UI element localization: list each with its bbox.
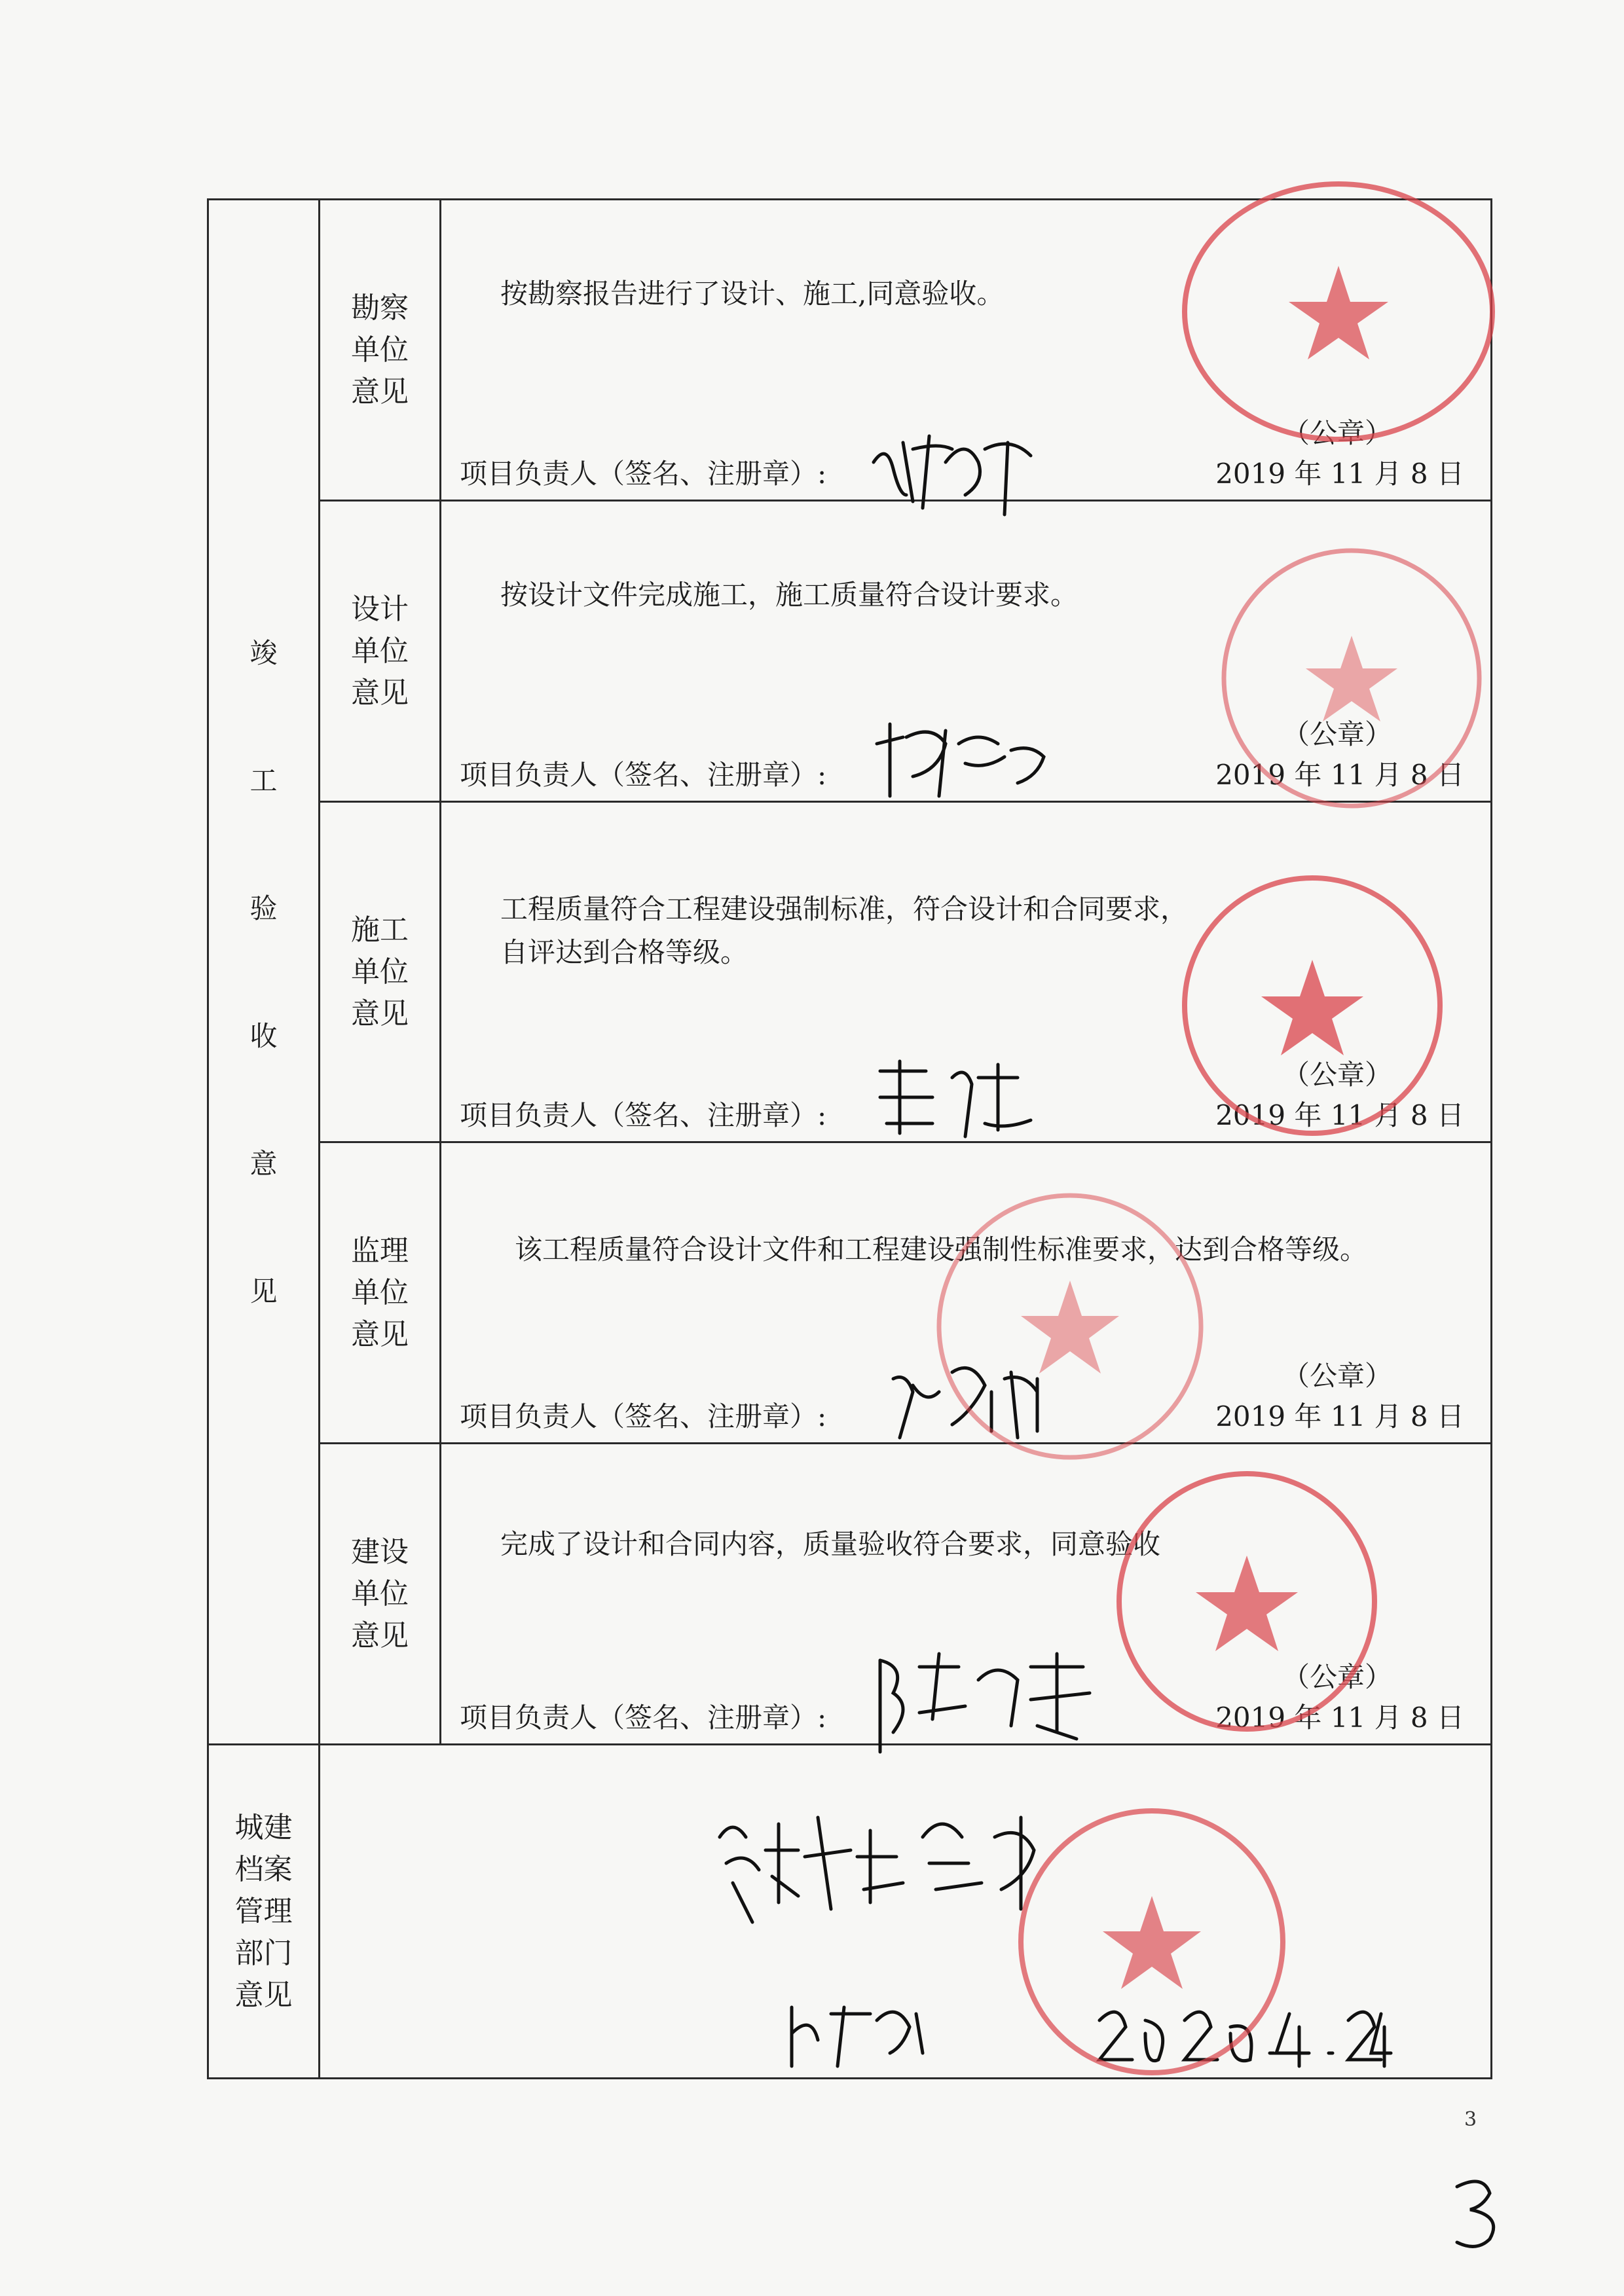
section-construction <box>208 802 1492 1142</box>
date: 2019 年 11 月 8 日 <box>1215 1400 1464 1432</box>
seal-note: （公章） <box>1282 1360 1392 1392</box>
date: 2019 年 11 月 8 日 <box>1215 1099 1464 1131</box>
page-number: 3 <box>1464 2108 1477 2131</box>
archive-opinion-cell <box>320 1745 1492 2079</box>
official-seal <box>1096 1464 1397 1739</box>
handwritten-page-number <box>1447 2174 1506 2252</box>
outer-label-char: 见 <box>249 1275 278 1307</box>
handwritten-signature <box>867 1641 1116 1758</box>
design-opinion-cell <box>441 501 1492 802</box>
survey-unit-label: 勘察 单位 意见 <box>320 200 441 501</box>
supervision-unit-label: 监理 单位 意见 <box>320 1142 441 1444</box>
handwritten-archive-note <box>707 1798 1073 1929</box>
section-design <box>208 501 1492 802</box>
signature-label: 项目负责人（签名、注册章）: <box>460 1099 827 1131</box>
handwritten-signature <box>867 1051 1063 1150</box>
survey-opinion-text: 按勘察报告进行了设计、施工,同意验收。 <box>500 278 1005 310</box>
handwritten-signature <box>880 1353 1077 1451</box>
construction-opinion-text: 工程质量符合工程建设强制标准，符合设计和合同要求， 自评达到合格等级。 <box>500 893 1189 968</box>
signature-label: 项目负责人（签名、注册章）: <box>460 458 827 490</box>
archive-department-label: 城建 档案 管理 部门 意见 <box>208 1745 320 2079</box>
acceptance-opinion-table <box>207 198 1492 2079</box>
date: 2019 年 11 月 8 日 <box>1215 759 1464 791</box>
owner-opinion-cell <box>441 1444 1492 1745</box>
outer-label-char: 收 <box>249 1019 278 1052</box>
section-supervision <box>208 1142 1492 1444</box>
survey-opinion-cell <box>441 200 1492 501</box>
outer-label-char: 意 <box>249 1147 278 1180</box>
official-seal <box>995 1798 1309 2086</box>
section-owner <box>208 1444 1492 1745</box>
construction-unit-label: 施工 单位 意见 <box>320 802 441 1142</box>
seal-note: （公章） <box>1282 1661 1392 1693</box>
outer-label-char: 验 <box>249 892 278 924</box>
seal-note: （公章） <box>1282 417 1392 449</box>
section-survey <box>208 200 1492 501</box>
signature-label: 项目负责人（签名、注册章）: <box>460 1702 827 1734</box>
owner-unit-label: 建设 单位 意见 <box>320 1444 441 1745</box>
handwritten-signature <box>867 711 1063 809</box>
handwritten-archive-date <box>1093 2001 1394 2073</box>
seal-note: （公章） <box>1282 1059 1392 1091</box>
construction-opinion-cell <box>441 802 1492 1142</box>
completion-acceptance-opinion-label <box>208 200 320 1745</box>
handwritten-archive-signature <box>779 1994 949 2073</box>
supervision-opinion-text: 该工程质量符合设计文件和工程建设强制性标准要求，达到合格等级。 <box>515 1233 1368 1266</box>
design-unit-label: 设计 单位 意见 <box>320 501 441 802</box>
supervision-opinion-cell <box>441 1142 1492 1444</box>
official-seal <box>913 1182 1227 1470</box>
outer-label-char: 竣 <box>249 636 278 669</box>
date: 2019 年 11 月 8 日 <box>1215 1702 1464 1734</box>
signature-label: 项目负责人（签名、注册章）: <box>460 759 827 791</box>
signature-label: 项目负责人（签名、注册章）: <box>460 1400 827 1432</box>
owner-opinion-text: 完成了设计和合同内容，质量验收符合要求，同意验收 <box>500 1528 1161 1560</box>
date: 2019 年 11 月 8 日 <box>1215 458 1464 490</box>
section-archive <box>208 1745 1492 2079</box>
design-opinion-text: 按设计文件完成施工，施工质量符合设计要求。 <box>500 579 1079 611</box>
outer-label-char: 工 <box>249 764 278 797</box>
seal-note: （公章） <box>1282 718 1392 750</box>
